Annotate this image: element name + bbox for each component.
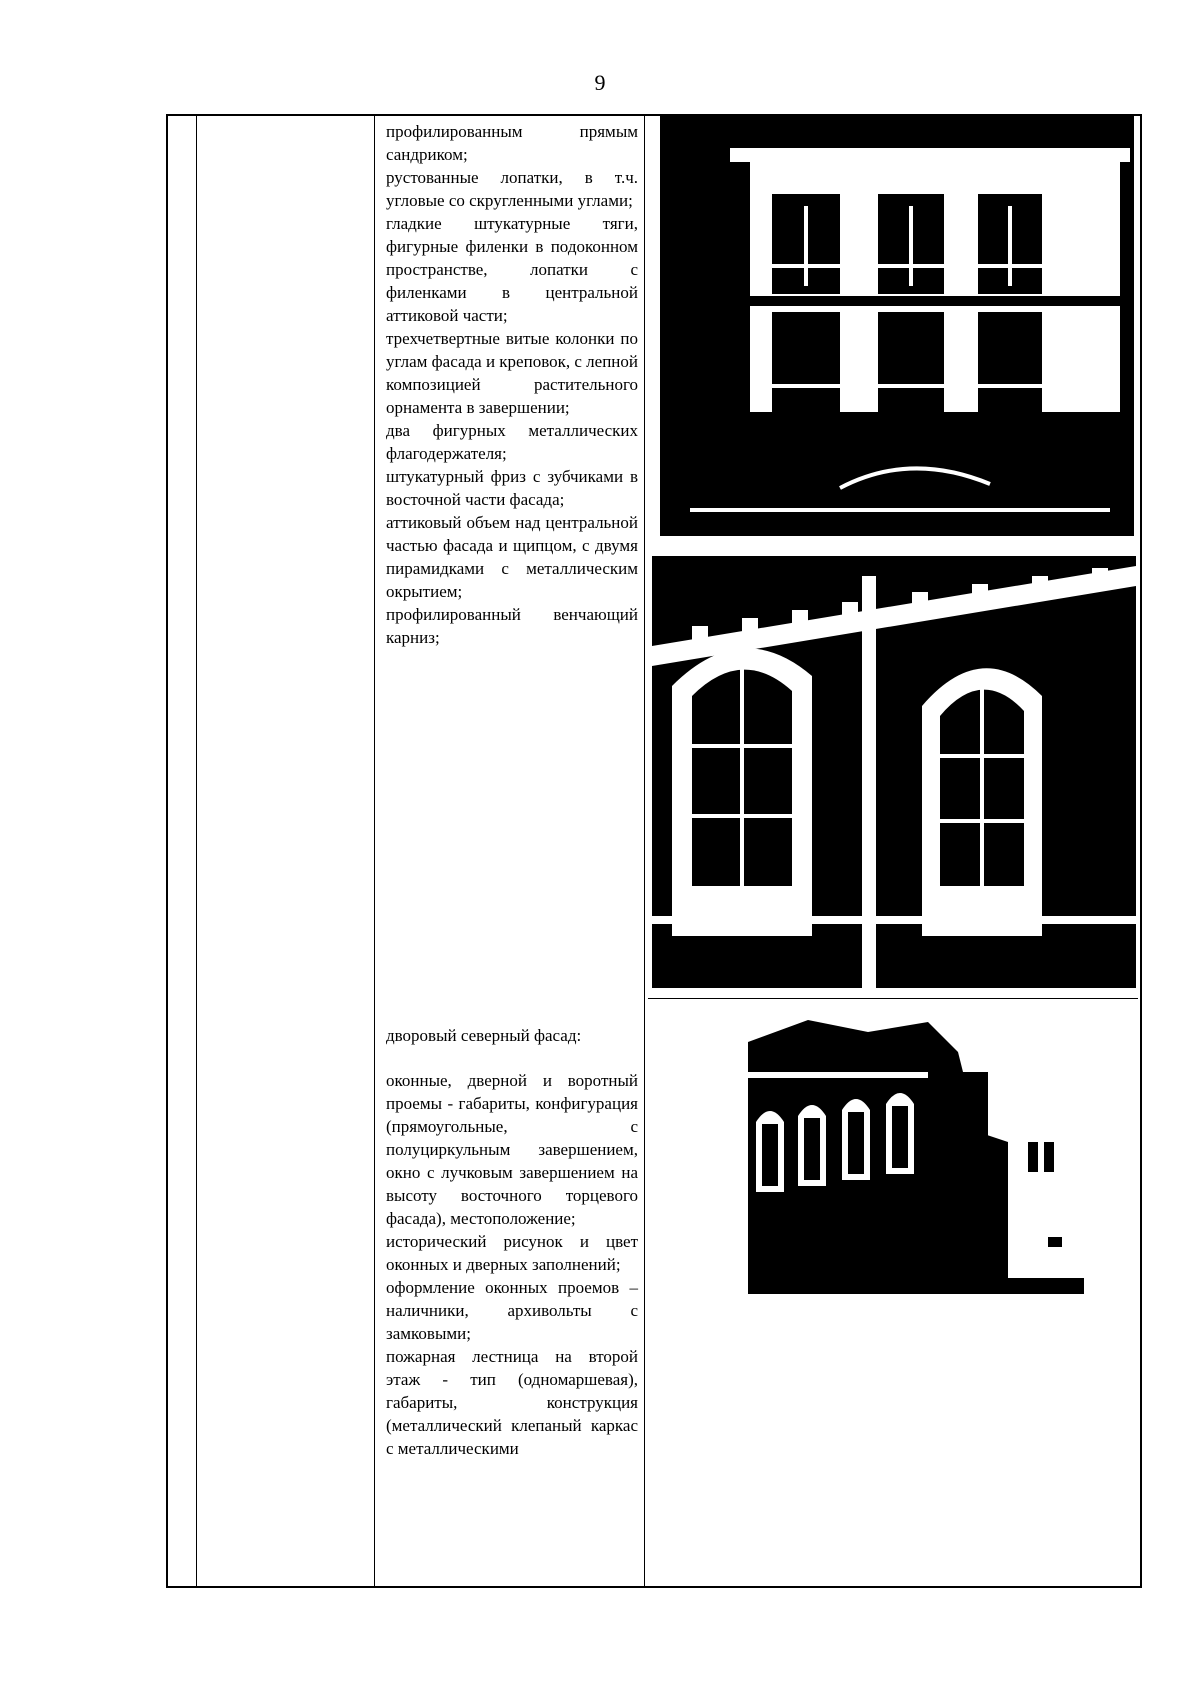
description-item: оформление оконных проемов – наличники, архивольты с замковыми; xyxy=(386,1278,638,1343)
page-number: 9 xyxy=(594,70,606,95)
courtyard-facade-photo-icon xyxy=(748,1012,1084,1294)
description-item: профилированным прямым сандриком; xyxy=(386,122,638,164)
section-heading: дворовый северный фасад: xyxy=(386,1026,582,1045)
description-item: оконные, дверной и воротный проемы - габариты, конфигурация (прямоугольные, с полуциркульным завершением, окно с лучковым завершением на высоту восточного торцевого фасада), местоположение; xyxy=(386,1071,638,1228)
description-item: трехчетвертные витые колонки по углам фасада и креповок, с лепной композицией растительного орнамента в завершении; xyxy=(386,329,638,417)
description-item: профилированный венчающий карниз; xyxy=(386,605,638,647)
description-item: штукатурный фриз с зубчиками в восточной части фасада; xyxy=(386,467,638,509)
photo-separator xyxy=(648,998,1138,999)
description-item: исторический рисунок и цвет оконных и дверных заполнений; xyxy=(386,1232,638,1274)
table xyxy=(166,114,1142,1588)
description-item: гладкие штукатурные тяги, фигурные филенки в подоконном пространстве, лопатки с филенками в центральной аттиковой части; xyxy=(386,214,638,325)
column-divider-2 xyxy=(374,116,375,1586)
description-item: рустованные лопатки, в т.ч. угловые со скругленными углами; xyxy=(386,168,638,210)
column-divider-3 xyxy=(644,116,645,1586)
description-item: пожарная лестница на второй этаж - тип (одномаршевая), габариты, конструкция (металлический клепаный каркас с металлическими xyxy=(386,1347,638,1458)
arched-windows-photo-icon xyxy=(652,556,1136,988)
description-item: два фигурных металлических флагодержателя; xyxy=(386,421,638,463)
description-text-2 xyxy=(386,1024,638,1460)
description-text-1 xyxy=(386,120,638,649)
description-item: аттиковый объем над центральной частью фасада и щипцом, с двумя пирамидками с металлическим окрытием; xyxy=(386,513,638,601)
column-divider-1 xyxy=(196,116,197,1586)
facade-photo-icon xyxy=(660,116,1134,536)
